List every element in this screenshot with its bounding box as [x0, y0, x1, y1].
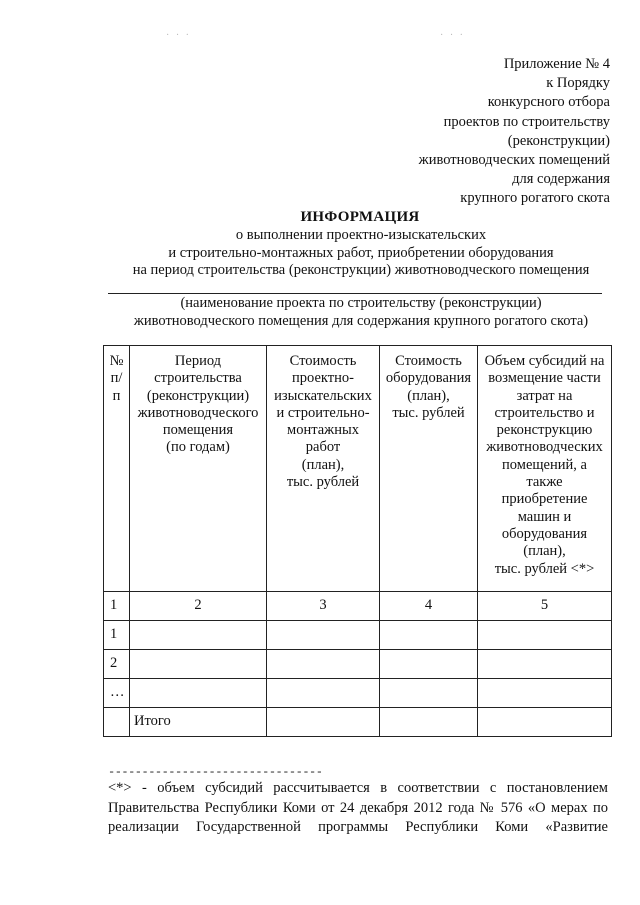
- scan-artifact: · · ·: [166, 30, 191, 41]
- caption-line: животноводческого помещения для содержания крупного рогатого скота): [133, 313, 589, 330]
- appendix-line: для содержания: [512, 171, 610, 188]
- table-cell: [130, 650, 267, 679]
- column-number: 5: [478, 592, 612, 621]
- header-subsidy-volume: Объем субсидий на возмещение части затрат на строительство и реконструкцию животноводческих помещений, а также приобретение машин и оборудования (план), тыс. рублей <*>: [478, 346, 612, 592]
- column-number: 4: [380, 592, 478, 621]
- table-cell: [380, 621, 478, 650]
- scan-artifact: · · ·: [440, 30, 465, 41]
- project-name-caption: [96, 294, 626, 331]
- table-cell: [130, 621, 267, 650]
- table-cell: [380, 708, 478, 737]
- subtitle-line: о выполнении проектно-изыскательских: [235, 227, 487, 243]
- subtitle-line: на период строительства (реконструкции) животноводческого помещения: [132, 262, 590, 279]
- table-cell: [130, 679, 267, 708]
- row-number: …: [104, 679, 130, 708]
- table-cell: [478, 679, 612, 708]
- subtitle-line: и строительно-монтажных работ, приобретении оборудования: [168, 244, 554, 261]
- table-header-row: [104, 346, 612, 592]
- table-cell: [267, 679, 380, 708]
- document-subtitle: [96, 227, 626, 280]
- table-cell: [267, 708, 380, 737]
- appendix-line: проектов по строительству: [443, 113, 610, 130]
- appendix-line: (реконструкции): [507, 132, 610, 149]
- column-number: 1: [104, 592, 130, 621]
- caption-line: (наименование проекта по строительству (реконструкции): [180, 295, 542, 311]
- column-number: 3: [267, 592, 380, 621]
- table-cell: [267, 650, 380, 679]
- table-cell: [380, 650, 478, 679]
- column-number: 2: [130, 592, 267, 621]
- table-row: [104, 679, 612, 708]
- table-cell: [380, 679, 478, 708]
- table-cell: [267, 621, 380, 650]
- appendix-line: Приложение № 4: [503, 56, 610, 72]
- footnote-line: <*> - объем субсидий рассчитывается в соответствии с постановлением: [108, 780, 608, 796]
- table-cell: [478, 621, 612, 650]
- header-number: № п/ п: [104, 346, 130, 592]
- footnote-separator: --------------------------------: [108, 765, 323, 779]
- footnote-line: Правительства Республики Коми от 24 декабря 2012 года № 576 «О мерах по: [108, 799, 608, 816]
- row-number: 1: [104, 621, 130, 650]
- appendix-line: к Порядку: [546, 75, 610, 92]
- table-total-row: [104, 708, 612, 737]
- row-number: 2: [104, 650, 130, 679]
- footnote: [108, 779, 608, 838]
- header-period: Период строительства (реконструкции) животноводческого помещения (по годам): [130, 346, 267, 592]
- header-works-cost: Стоимость проектно- изыскательских и строительно- монтажных работ (план), тыс. рублей: [267, 346, 380, 592]
- info-table: [103, 345, 612, 737]
- appendix-line: конкурсного отбора: [487, 94, 610, 111]
- appendix-reference: [419, 55, 610, 209]
- appendix-line: крупного рогатого скота: [460, 190, 610, 207]
- table-cell: [478, 650, 612, 679]
- footnote-line: реализации Государственной программы Республики Коми «Развитие: [108, 819, 608, 835]
- table-row: [104, 650, 612, 679]
- table-cell: [478, 708, 612, 737]
- total-label: Итого: [130, 708, 267, 737]
- table-cell: [104, 708, 130, 737]
- column-number-row: [104, 592, 612, 621]
- header-equipment-cost: Стоимость оборудования (план), тыс. рублей: [380, 346, 478, 592]
- appendix-line: животноводческих помещений: [418, 152, 610, 169]
- table-row: [104, 621, 612, 650]
- document-title: ИНФОРМАЦИЯ: [300, 209, 420, 225]
